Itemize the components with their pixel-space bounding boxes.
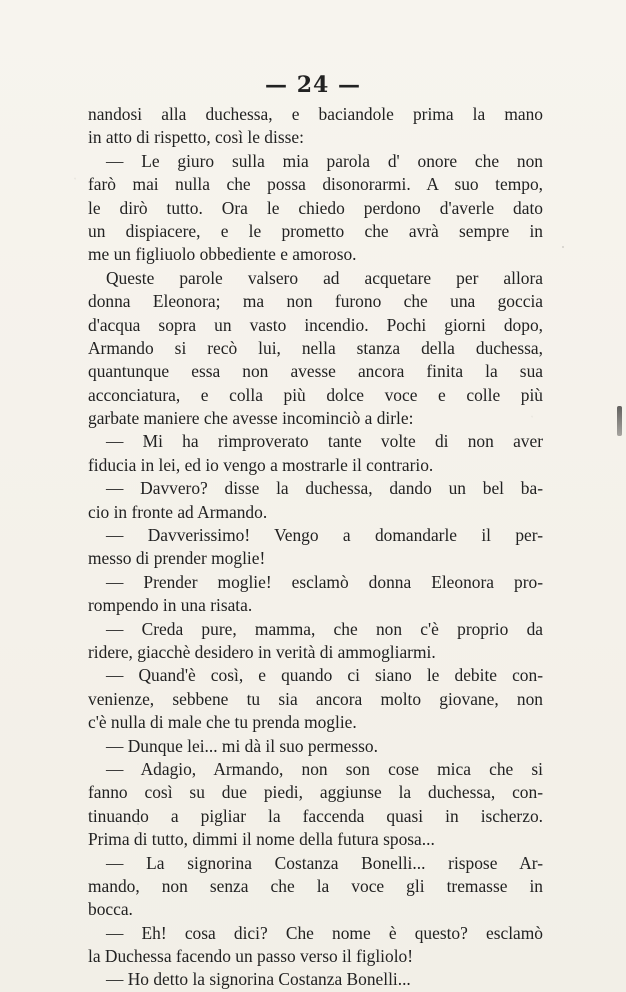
text-line: farò mai nulla che possa disonorarmi. A suo tempo, [88, 174, 543, 195]
text-line: fiducia in lei, ed io vengo a mostrarle il contrario. [88, 454, 434, 475]
text-line: — Dunque lei... mi dà il suo permesso. [106, 735, 378, 756]
paper-speck [92, 137, 94, 139]
page-edge-mark [617, 406, 622, 436]
text-line: cio in fronte ad Armando. [88, 501, 268, 522]
text-line: in atto di rispetto, così le disse: [88, 127, 304, 148]
text-line: tinuando a pigliar la faccenda quasi in ischerzo. [88, 805, 543, 826]
text-line: d'acqua sopra un vasto incendio. Pochi giorni dopo, [88, 314, 543, 335]
text-line: nandosi alla duchessa, e baciandole prima la mano [88, 104, 543, 124]
text-line: — Davvero? disse la duchessa, dando un bel ba- [106, 478, 543, 499]
text-line: le dirò tutto. Ora le chiedo perdono d'averle dato [88, 197, 543, 218]
text-line: — La signorina Costanza Bonelli... rispose Ar- [106, 852, 543, 873]
paper-speck [562, 246, 564, 248]
text-line: — Prender moglie! esclamò donna Eleonora pro- [106, 571, 543, 592]
text-line: venienze, sebbene tu sia ancora molto giovane, non [88, 688, 543, 709]
page-number: — 24 — [265, 72, 361, 98]
text-line: Prima di tutto, dimmi il nome della futura sposa... [88, 829, 435, 850]
text-line: me un figliuolo obbediente e amoroso. [88, 244, 357, 265]
text-line: acconciatura, e colla più dolce voce e colle più [88, 384, 543, 405]
text-line: bocca. [88, 899, 133, 920]
text-line: donna Eleonora; ma non furono che una goccia [88, 291, 543, 312]
paper-speck [137, 823, 139, 825]
text-line: — Ho detto la signorina Costanza Bonelli... [106, 969, 411, 990]
text-line: — Le giuro sulla mia parola d' onore che non [106, 150, 543, 171]
text-line: garbate maniere che avesse incominciò a dirle: [88, 408, 414, 429]
text-line: messo di prender moglie! [88, 548, 266, 569]
text-line: rompendo in una risata. [88, 595, 253, 616]
text-line: — Mi ha rimproverato tante volte di non aver [106, 431, 543, 452]
text-line: c'è nulla di male che tu prenda moglie. [88, 712, 357, 733]
text-line: Queste parole valsero ad acquetare per allora [106, 267, 543, 288]
text-line: mando, non senza che la voce gli tremasse in [88, 875, 543, 896]
text-line: quantunque essa non avesse ancora finita la sua [88, 361, 543, 382]
text-line: — Davverissimo! Vengo a domandarle il per- [106, 525, 543, 546]
text-line: — Eh! cosa dici? Che nome è questo? esclamò [106, 922, 543, 943]
text-line: un dispiacere, e le prometto che avrà sempre in [88, 220, 543, 241]
text-line: ridere, giacchè desidero in verità di ammogliarmi. [88, 641, 436, 662]
body-text [88, 103, 543, 992]
text-line: la Duchessa facendo un passo verso il figliolo! [88, 946, 414, 967]
text-line: Armando si recò lui, nella stanza della duchessa, [88, 337, 543, 358]
text-line: — Quand'è così, e quando ci siano le debite con- [106, 665, 543, 686]
text-line: — Creda pure, mamma, che non c'è proprio da [106, 618, 543, 639]
text-line: fanno così su due piedi, aggiunse la duchessa, con- [88, 782, 543, 803]
text-line: — Adagio, Armando, non son cose mica che si [106, 758, 543, 779]
